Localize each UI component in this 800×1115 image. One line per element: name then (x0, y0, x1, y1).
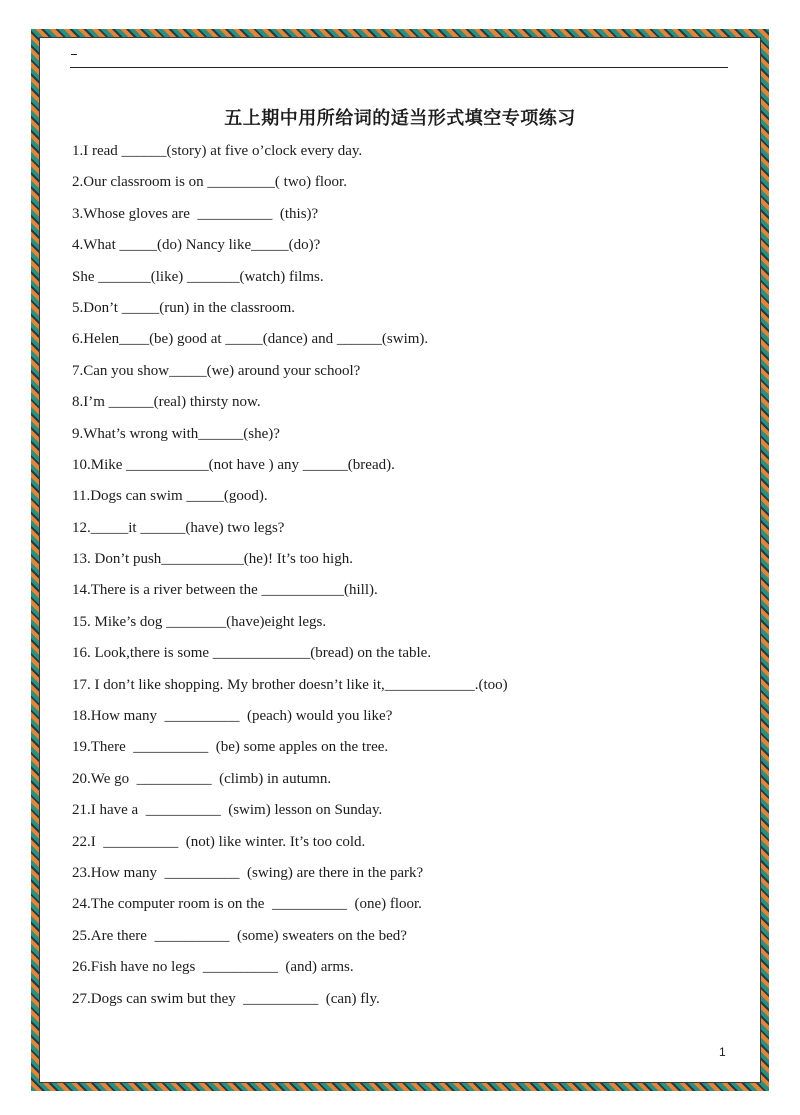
question-item: 13. Don’t push___________(he)! It’s too high. (72, 551, 353, 568)
question-item: 22.I __________ (not) like winter. It’s too cold. (72, 833, 366, 850)
question-item: 6.Helen____(be) good at _____(dance) and ______(swim). (72, 331, 429, 348)
question-item: 11.Dogs can swim _____(good). (72, 488, 268, 505)
question-item: 20.We go __________ (climb) in autumn. (72, 770, 332, 787)
question-item: 21.I have a __________ (swim) lesson on Sunday. (72, 802, 383, 819)
question-item: 7.Can you show_____(we) around your school? (72, 362, 361, 379)
question-item: 3.Whose gloves are __________ (this)? (72, 205, 319, 222)
question-item: 15. Mike’s dog ________(have)eight legs. (72, 613, 327, 630)
question-item: 27.Dogs can swim but they __________ (can) fly. (72, 990, 380, 1007)
question-item: 9.What’s wrong with______(she)? (72, 425, 280, 442)
question-item: 24.The computer room is on the __________ (one) floor. (72, 896, 422, 913)
header-rule (70, 67, 728, 68)
question-item: 10.Mike ___________(not have ) any ______(bread). (72, 456, 395, 473)
question-item: 26.Fish have no legs __________ (and) arms. (72, 959, 354, 976)
page-number: 1 (719, 1045, 726, 1059)
question-list (72, 140, 508, 1019)
question-item: 12._____it ______(have) two legs? (72, 519, 285, 536)
question-item: 18.How many __________ (peach) would you like? (72, 708, 393, 725)
header-mark (71, 54, 77, 55)
question-item: 2.Our classroom is on _________( two) floor. (72, 174, 347, 191)
worksheet-title: 五上期中用所给词的适当形式填空专项练习 (224, 108, 576, 129)
question-item: 25.Are there __________ (some) sweaters on the bed? (72, 927, 407, 944)
question-item: 17. I don’t like shopping. My brother doesn’t like it,____________.(too) (72, 676, 508, 693)
question-item: 14.There is a river between the ___________(hill). (72, 582, 378, 599)
question-item: 19.There __________ (be) some apples on the tree. (72, 739, 389, 756)
question-item: She _______(like) _______(watch) films. (72, 268, 324, 285)
question-item: 4.What _____(do) Nancy like_____(do)? (72, 237, 321, 254)
question-item: 23.How many __________ (swing) are there in the park? (72, 864, 424, 881)
question-item: 8.I’m ______(real) thirsty now. (72, 394, 261, 411)
question-item: 5.Don’t _____(run) in the classroom. (72, 299, 296, 316)
question-item: 1.I read ______(story) at five o’clock every day. (72, 143, 363, 159)
question-item: 16. Look,there is some _____________(bread) on the table. (72, 645, 432, 662)
